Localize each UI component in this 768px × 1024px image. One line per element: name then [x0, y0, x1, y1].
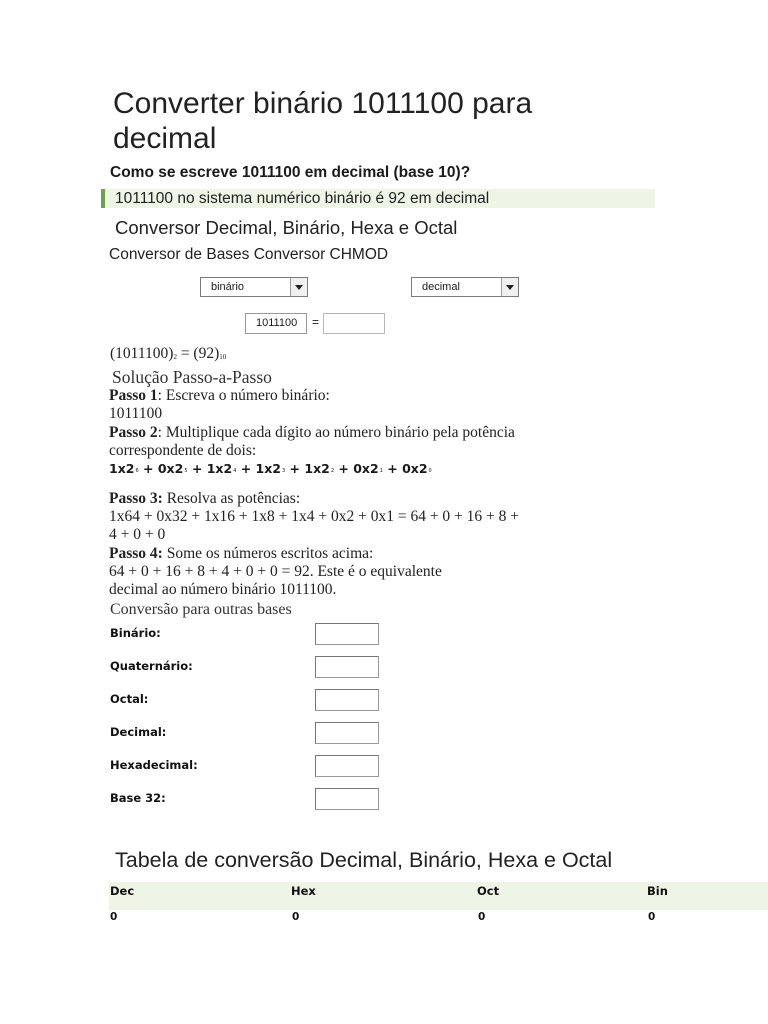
- step-1: Passo 1: Escreva o número binário:: [109, 387, 330, 404]
- base-label-octal: Octal:: [110, 692, 149, 706]
- power-term: 0x2: [402, 461, 428, 476]
- base-output-binary[interactable]: [315, 623, 379, 645]
- base-output-quaternary[interactable]: [315, 656, 379, 678]
- step-4-value: 64 + 0 + 16 + 8 + 4 + 0 + 0 = 92. Este é o equivalente decimal ao número binário 1011100.: [109, 563, 442, 598]
- table-header-row: [109, 882, 768, 910]
- power-exponent: 3: [282, 468, 286, 474]
- power-exponent: 5: [184, 468, 188, 474]
- power-exponent: 6: [135, 468, 139, 474]
- table-cell-hex: 0: [292, 911, 300, 923]
- table-cell-oct: 0: [478, 911, 486, 923]
- step-3-value: 1x64 + 0x32 + 1x16 + 1x8 + 1x4 + 0x2 + 0x1 = 64 + 0 + 16 + 8 + 4 + 0 + 0: [109, 508, 520, 543]
- power-exponent: 4: [233, 468, 237, 474]
- converter-links[interactable]: Conversor de Bases Conversor CHMOD: [109, 246, 389, 263]
- step-1-value: 1011100: [109, 405, 163, 422]
- table-header-dec: Dec: [110, 884, 135, 898]
- table-header-hex: Hex: [291, 884, 316, 898]
- chevron-down-icon: [290, 278, 307, 296]
- power-term: 0x2: [353, 461, 379, 476]
- power-exponent: 2: [330, 468, 335, 474]
- step-4: Passo 4: Some os números escritos acima:: [109, 545, 374, 562]
- to-base-value: decimal: [422, 281, 460, 293]
- converter-heading: Conversor Decimal, Binário, Hexa e Octal: [115, 217, 458, 238]
- table-cell-dec: 0: [110, 911, 118, 923]
- power-separator: +: [334, 461, 354, 476]
- power-separator: +: [138, 461, 158, 476]
- base-label-hexadecimal: Hexadecimal:: [110, 758, 198, 772]
- question-heading: Como se escreve 1011100 em decimal (base 10)?: [110, 164, 471, 181]
- base-output-decimal[interactable]: [315, 722, 379, 744]
- to-base-select[interactable]: [411, 277, 519, 297]
- result-output[interactable]: [323, 313, 385, 334]
- power-term: 1x2: [304, 461, 330, 476]
- from-base-value: binário: [211, 281, 245, 293]
- base-label-binary: Binário:: [110, 626, 161, 640]
- power-term: 1x2: [109, 461, 135, 476]
- base-output-octal[interactable]: [315, 689, 379, 711]
- table-header-bin: Bin: [647, 884, 668, 898]
- from-base-select[interactable]: [200, 277, 308, 297]
- power-separator: +: [285, 461, 305, 476]
- base-label-decimal: Decimal:: [110, 725, 167, 739]
- base-label-quaternary: Quaternário:: [110, 659, 193, 673]
- power-term: 1x2: [206, 461, 233, 476]
- base-output-base32[interactable]: [315, 788, 379, 810]
- base-label-base32: Base 32:: [110, 791, 166, 805]
- conversion-formula: $(1011100)_2 = (92)_{10}$: [110, 345, 227, 362]
- step-2: Passo 2: Multiplique cada dígito ao número binário pela potência correspondente de dois:: [109, 424, 515, 459]
- other-bases-title: Conversão para outras bases: [110, 601, 292, 618]
- chevron-down-icon: [501, 278, 518, 296]
- equals-sign: =: [312, 315, 320, 329]
- power-separator: +: [187, 461, 207, 476]
- page-title: Converter binário 1011100 para decimal: [113, 87, 533, 155]
- power-exponent: 0: [428, 468, 432, 474]
- power-separator: +: [236, 461, 256, 476]
- solution-title: Solução Passo-a-Passo: [112, 367, 272, 387]
- power-term: 0x2: [157, 461, 184, 476]
- power-term: 1x2: [255, 461, 281, 476]
- power-separator: +: [382, 461, 403, 476]
- base-output-hexadecimal[interactable]: [315, 755, 379, 777]
- number-input[interactable]: 1011100: [245, 313, 307, 334]
- answer-accent-bar: [101, 189, 105, 208]
- powers-expression: [109, 461, 432, 476]
- table-cell-bin: 0: [648, 911, 656, 923]
- answer-text: 1011100 no sistema numérico binário é 92 em decimal: [115, 190, 490, 207]
- table-header-oct: Oct: [477, 884, 500, 898]
- table-title: Tabela de conversão Decimal, Binário, Hexa e Octal: [115, 848, 613, 872]
- step-3: Passo 3: Resolva as potências:: [109, 490, 301, 507]
- power-exponent: 1: [379, 468, 383, 474]
